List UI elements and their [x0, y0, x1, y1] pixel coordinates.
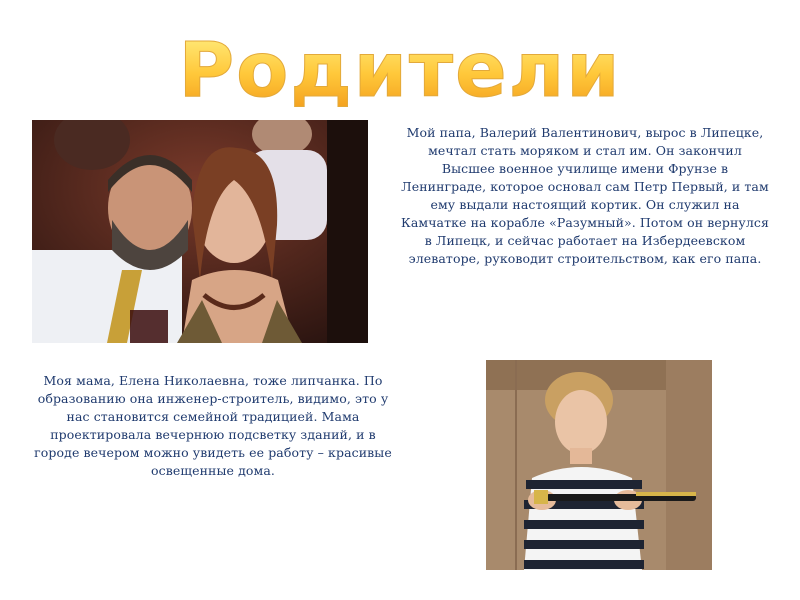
dad-paragraph: Мой папа, Валерий Валентинович, вырос в Липецке, мечтал стать моряком и стал им. Он закончил Высшее военное училище имени Фрунзе в Ленинграде, которое основал сам Петр Первый, и там ему выдали настоящий кортик. Он служил на Камчатке на корабле «Разумный». Потом он вернулся в Липецк, и сейчас работает на Избердеевском элеваторе, руководит строительством, как его папа. [401, 125, 769, 266]
parents-photo [32, 120, 368, 343]
mom-paragraph: Моя мама, Елена Николаевна, тоже липчанка. По образованию она инженер-строитель, видимо, это у нас становится семейной традицией. Мама проектировала вечернюю подсветку зданий, и в городе вечером можно увидеть ее работу – красивые освещенные дома. [34, 373, 392, 478]
slide-title [0, 18, 800, 114]
title-text: Родители [178, 25, 622, 114]
boy-photo [486, 360, 712, 570]
